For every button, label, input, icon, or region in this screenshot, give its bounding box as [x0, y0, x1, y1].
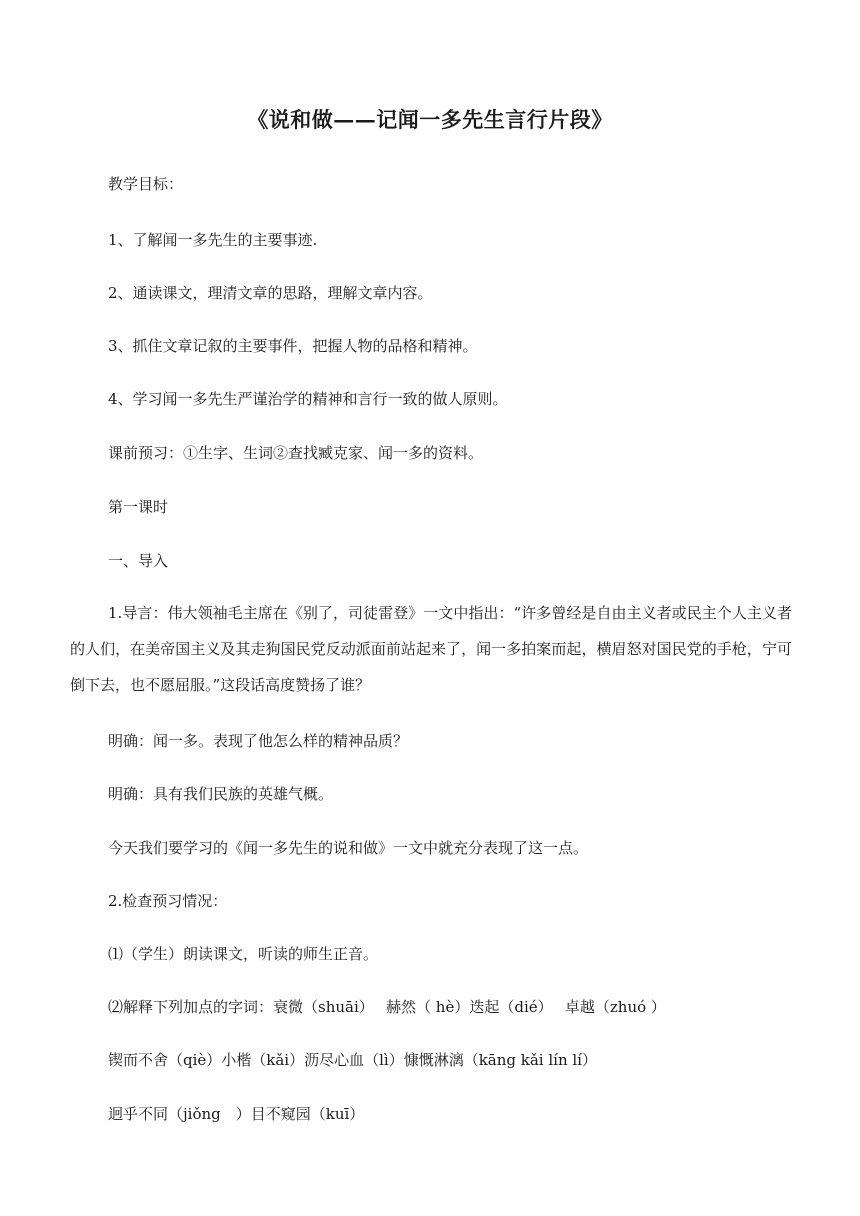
goal-item-4: 4、学习闻一多先生严谨治学的精神和言行一致的做人原则。 [108, 390, 508, 408]
answer-line-2: 明确：具有我们民族的英雄气概。 [108, 785, 334, 803]
lesson-heading: 第一课时 [108, 498, 169, 516]
answer-line-1: 明确：闻一多。表现了他怎么样的精神品质？ [108, 732, 409, 750]
teaching-goals-heading: 教学目标： [108, 175, 184, 193]
check-preview-heading: 2.检查预习情况： [108, 892, 228, 910]
goal-item-2: 2、通读课文，理清文章的思路，理解文章内容。 [108, 284, 433, 302]
document-title: 《说和做——记闻一多先生言行片段》 [247, 107, 613, 132]
vocab-line-2: 锲而不舍（qiè）小楷（kǎi）沥尽心血（lì）慷慨淋漓（kāng kǎi lín lí） [108, 1051, 597, 1069]
vocab-line-3: 迥乎不同（jiǒng ）目不窥园（kuī） [108, 1105, 365, 1123]
today-line: 今天我们要学习的《闻一多先生的说和做》一文中就充分表现了这一点。 [108, 839, 589, 857]
section-heading-intro: 一、导入 [108, 552, 169, 570]
intro-paragraph: 1.导言：伟大领袖毛主席在《别了，司徒雷登》一文中指出：“许多曾经是自由主义者或民主个人主义者的人们，在美帝国主义及其走狗国民党反动派面前站起来了，闻一多拍案而起，横眉怒对国民党的手枪，宁可倒下去，也不愿屈服。”这段话高度赞扬了谁？ [70, 604, 792, 694]
goal-item-3: 3、抓住文章记叙的主要事件，把握人物的品格和精神。 [108, 337, 478, 355]
preview-line: 课前预习：①生字、生词②查找臧克家、闻一多的资料。 [108, 444, 484, 462]
reading-item: ⑴（学生）朗读课文，听读的师生正音。 [108, 945, 379, 963]
vocab-line-1: ⑵解释下列加点的字词：衰微（shuāi） 赫然（ hè）迭起（dié） 卓越（zhuó ） [108, 998, 666, 1016]
goal-item-1: 1、了解闻一多先生的主要事迹. [108, 231, 318, 249]
